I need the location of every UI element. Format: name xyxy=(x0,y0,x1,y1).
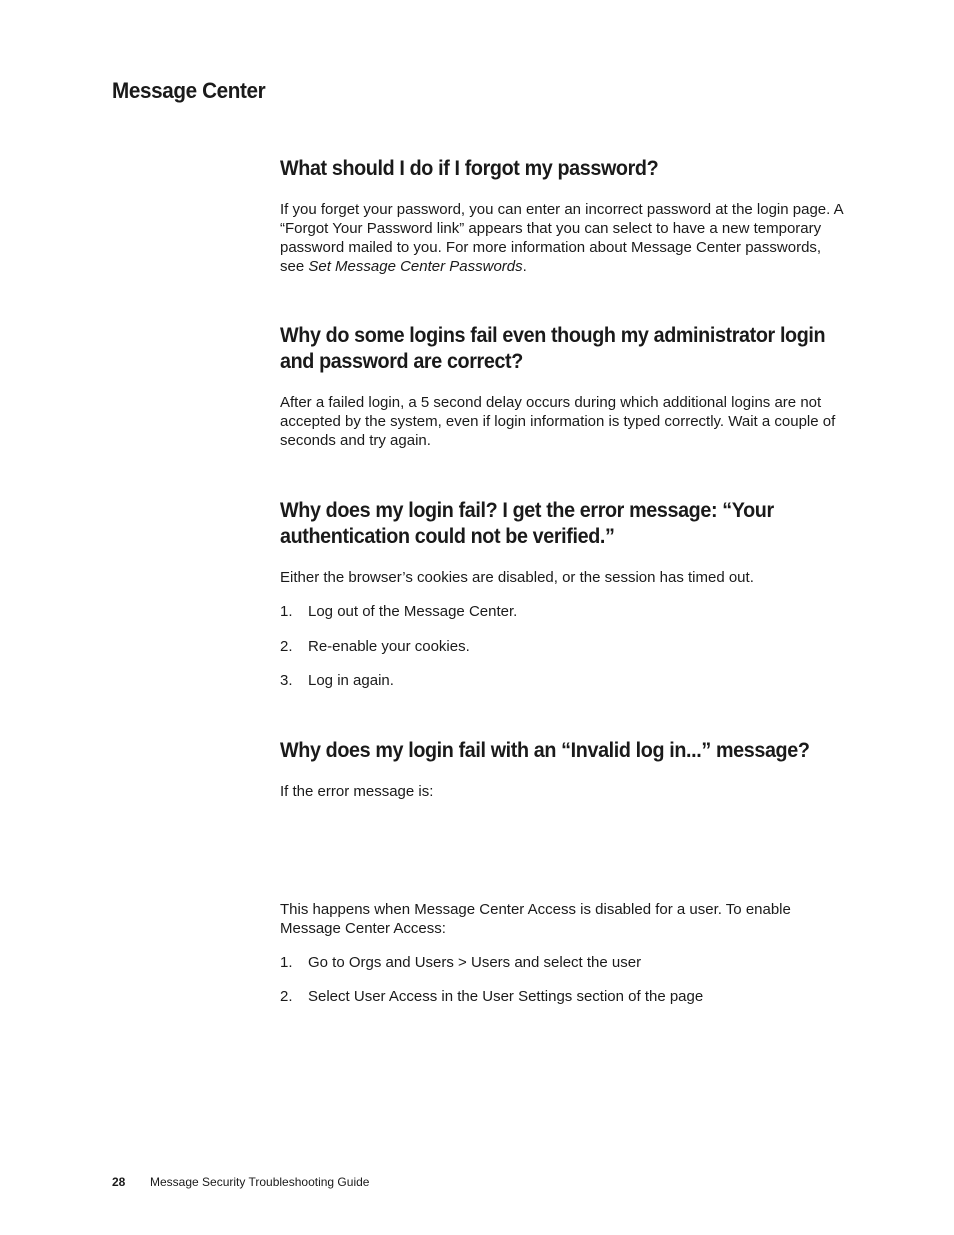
list-item-text: Re-enable your cookies. xyxy=(308,638,470,655)
list-item xyxy=(280,953,846,972)
list-item-number: 2. xyxy=(280,638,293,655)
list-item-text: Log out of the Message Center. xyxy=(308,603,518,620)
list-item-text: Log in again. xyxy=(308,672,394,689)
list-item xyxy=(280,987,846,1006)
guide-title: Message Security Troubleshooting Guide xyxy=(150,1175,370,1189)
list-item-number: 3. xyxy=(280,672,293,689)
list-item xyxy=(280,602,846,621)
section-heading-logins-fail: Why do some logins fail even though my administrator login and password are correct? xyxy=(280,324,826,373)
page-number: 28 xyxy=(112,1175,126,1189)
list-item-text: Select User Access in the User Settings section of the page xyxy=(308,988,704,1005)
list-item-number: 1. xyxy=(280,603,293,620)
section-paragraph-forgot-password xyxy=(280,200,846,276)
paragraph-text-end: . xyxy=(522,258,527,275)
section-paragraph-enable-access: This happens when Message Center Access is disabled for a user. To enable Message Center Access: xyxy=(280,901,791,937)
paragraph-text: If you forget your password, you can enter an incorrect password at the login page. A “Forgot Your Password link” appears that you can select to have a new temporary password mailed to you. For more information about Message Center passwords, see xyxy=(280,201,843,275)
section-paragraph-invalid-login: If the error message is: xyxy=(280,783,434,800)
list-item xyxy=(280,637,846,656)
cross-reference-link[interactable]: Set Message Center Passwords xyxy=(308,258,523,275)
section-paragraph-logins-fail: After a failed login, a 5 second delay occurs during which additional logins are not accepted by the system, even if login information is typed correctly. Wait a couple of seconds and try again. xyxy=(280,394,836,449)
section-heading-authentication-error: Why does my login fail? I get the error message: “Your authentication could not be verified.” xyxy=(280,499,774,548)
list-item-text: Go to Orgs and Users > Users and select the user xyxy=(308,954,642,971)
list-item xyxy=(280,671,846,690)
page-footer xyxy=(112,1175,369,1189)
list-item-number: 1. xyxy=(280,954,293,971)
section-heading-forgot-password: What should I do if I forgot my password? xyxy=(280,157,659,180)
section-paragraph-authentication-error: Either the browser’s cookies are disabled, or the session has timed out. xyxy=(280,569,754,586)
list-item-number: 2. xyxy=(280,988,293,1005)
section-heading-invalid-login: Why does my login fail with an “Invalid log in...” message? xyxy=(280,739,810,762)
page-title: Message Center xyxy=(112,78,266,103)
